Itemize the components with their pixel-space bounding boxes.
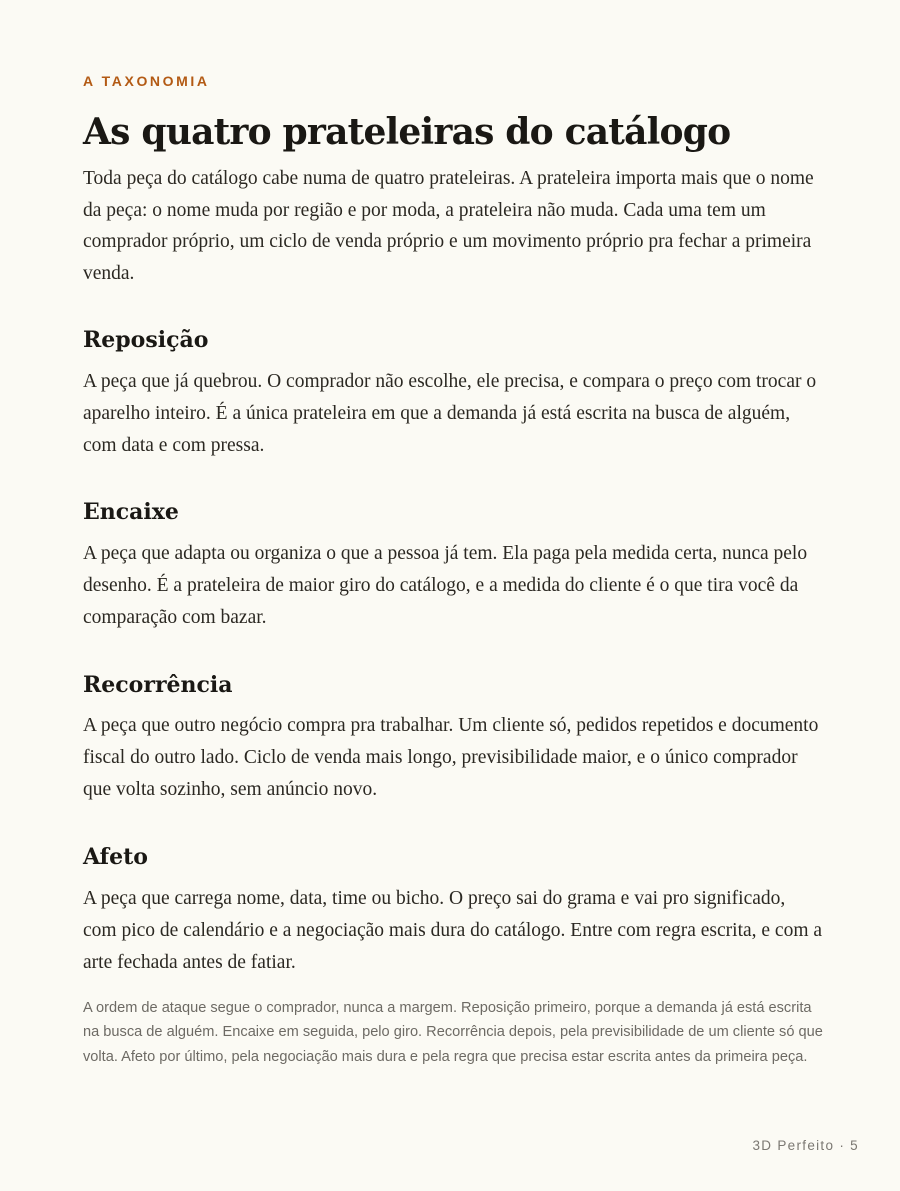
section-body: A peça que já quebrou. O comprador não escolhe, ele precisa, e compara o preço com trocar o aparelho inteiro. É a única prateleira em que a demanda já está escrita na busca de alguém, com data e com pressa.	[83, 371, 817, 456]
section-heading: Afeto	[83, 844, 148, 870]
section-kicker: A TAXONOMIA	[83, 73, 210, 89]
intro-paragraph: Toda peça do catálogo cabe numa de quatro prateleiras. A prateleira importa mais que o nome da peça: o nome muda por região e por moda, a prateleira não muda. Cada uma tem um comprador próprio, um ciclo de venda próprio e um movimento próprio pra fechar a primeira venda.	[83, 168, 814, 284]
section-body: A peça que carrega nome, data, time ou bicho. O preço sai do grama e vai pro significado, com pico de calendário e a negociação mais dura do catálogo. Entre com regra escrita, e com a arte fechada antes de fatiar.	[83, 888, 823, 973]
section-heading: Recorrência	[83, 672, 233, 698]
page-title: As quatro prateleiras do catálogo	[83, 111, 731, 153]
section-body: A peça que adapta ou organiza o que a pessoa já tem. Ela paga pela medida certa, nunca pelo desenho. É a prateleira de maior giro do catálogo, e a medida do cliente é o que tira você da comparação com bazar.	[83, 543, 808, 628]
closing-note: A ordem de ataque segue o comprador, nunca a margem. Reposição primeiro, porque a demanda já está escrita na busca de alguém. Encaixe em seguida, pelo giro. Recorrência depois, pela previsibilidade de um cliente só que volta. Afeto por último, pela negociação mais dura e pela regra que precisa estar escrita antes da primeira peça.	[83, 1000, 823, 1065]
section-heading: Reposição	[83, 327, 209, 353]
page-footer: 3D Perfeito · 5	[752, 1138, 859, 1153]
section-body: A peça que outro negócio compra pra trabalhar. Um cliente só, pedidos repetidos e documento fiscal do outro lado. Ciclo de venda mais longo, previsibilidade maior, e o único comprador que volta sozinho, sem anúncio novo.	[83, 715, 819, 800]
section-heading: Encaixe	[83, 499, 179, 525]
